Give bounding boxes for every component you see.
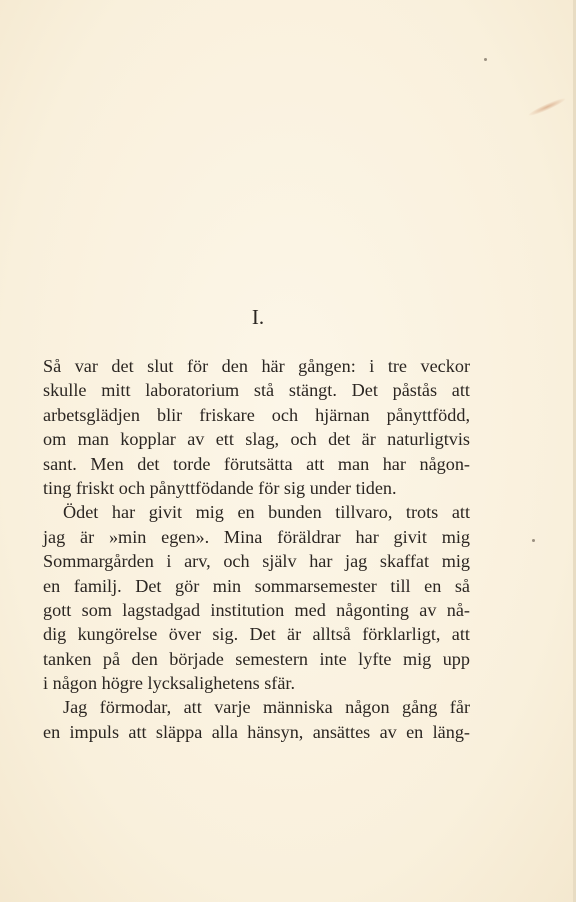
- text-line: en impuls att släppa alla hänsyn, ansättes av en läng-: [43, 721, 470, 742]
- text-line: gott som lagstadgad institution med någonting av nå-: [43, 599, 470, 620]
- text-line: Sommargården i arv, och själv har jag skaffat mig: [43, 551, 470, 572]
- paper-speck: [484, 58, 487, 61]
- text-line: skulle mitt laboratorium stå stängt. Det påstås att: [43, 380, 470, 401]
- text-line: om man kopplar av ett slag, och det är naturligtvis: [43, 429, 470, 450]
- paragraph-1: [43, 354, 470, 500]
- text-line: arbetsglädjen blir friskare och hjärnan pånyttfödd,: [43, 404, 470, 425]
- text-line: ting friskt och pånyttfödande för sig under tiden.: [43, 477, 397, 498]
- paragraph-2: [43, 500, 470, 695]
- paper-stain: [528, 96, 567, 118]
- body-text: [43, 354, 470, 744]
- text-line: Ödet har givit mig en bunden tillvaro, trots att: [63, 502, 470, 523]
- paper-speck: [532, 539, 535, 542]
- text-line: jag är »min egen». Mina föräldrar har givit mig: [43, 526, 470, 547]
- text-line: sant. Men det torde förutsätta att man har någon-: [43, 453, 470, 474]
- text-line: i någon högre lycksalighetens sfär.: [43, 673, 296, 694]
- text-line: tanken på den började semestern inte lyfte mig upp: [43, 648, 470, 669]
- chapter-number: I.: [251, 305, 265, 329]
- paragraph-3: [43, 695, 470, 744]
- text-line: Så var det slut för den här gången: i tre veckor: [43, 356, 470, 376]
- text-line: dig kungörelse över sig. Det är alltså förklarligt, att: [43, 624, 470, 645]
- text-line: en familj. Det gör min sommarsemester till en så: [43, 575, 470, 596]
- text-line: Jag förmodar, att varje människa någon gång får: [63, 697, 470, 718]
